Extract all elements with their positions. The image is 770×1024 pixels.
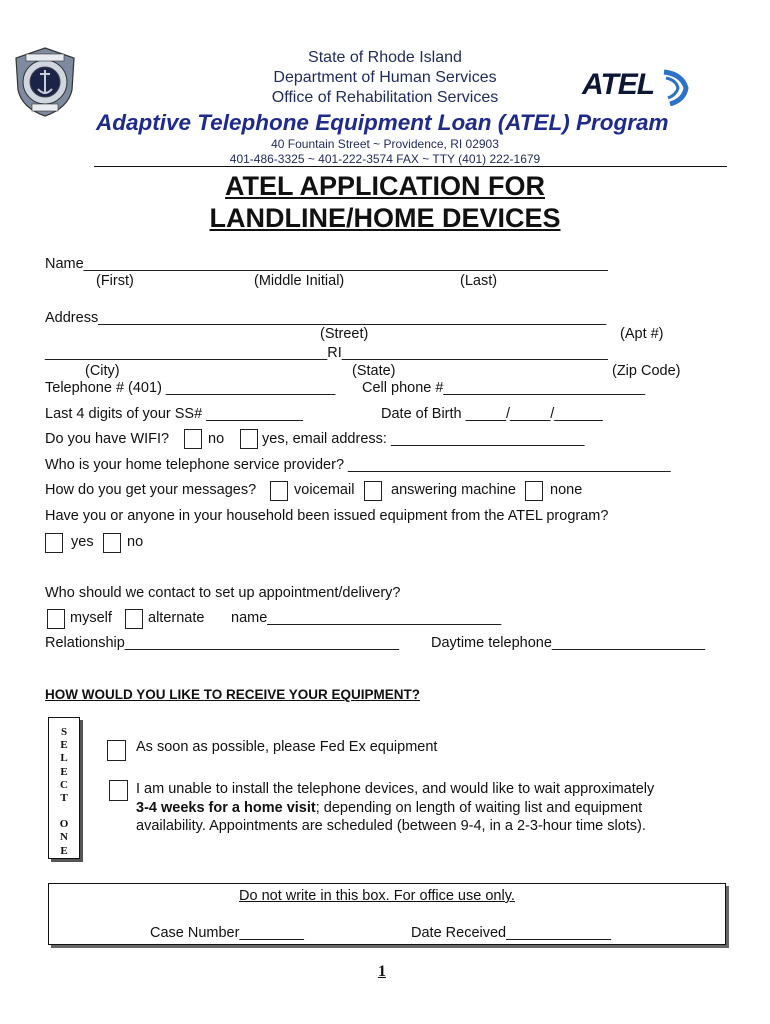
form-title-line2: LANDLINE/HOME DEVICES (209, 203, 561, 233)
issued-question: Have you or anyone in your household been issued equipment from the ATEL program? (45, 508, 609, 524)
messages-none-checkbox[interactable] (525, 481, 543, 501)
contact-myself-checkbox[interactable] (47, 609, 65, 629)
wifi-no-checkbox[interactable] (184, 429, 202, 449)
answering-machine-label: answering machine (391, 482, 516, 498)
contact-alternate-checkbox[interactable] (125, 609, 143, 629)
name-last-label: (Last) (460, 273, 498, 289)
wifi-yes-checkbox[interactable] (240, 429, 258, 449)
select-one-letter: E (60, 765, 68, 778)
option-home-visit-line3: availability. Appointments are scheduled (between 9-4, in a 2-3-hour time slots). (136, 818, 646, 834)
dob-field[interactable]: Date of Birth _____/_____/______ (381, 406, 603, 422)
case-number-field: Case Number________ (150, 925, 304, 941)
program-title: Adaptive Telephone Equipment Loan (ATEL) Program (96, 110, 669, 135)
address-street-label: (Street) (320, 326, 369, 342)
daytime-phone-field[interactable]: Daytime telephone___________________ (431, 635, 706, 651)
city-state-zip-field[interactable]: ___________________________________RI_________________________________ (45, 345, 608, 361)
provider-field[interactable]: Who is your home telephone service provider? ________________________________________ (45, 457, 671, 473)
option-fedex-label: As soon as possible, please Fed Ex equipment (136, 739, 438, 755)
contact-name-field[interactable]: name_____________________________ (231, 610, 502, 626)
select-one-letter (49, 805, 79, 818)
atel-logo (578, 66, 690, 106)
option-home-visit-checkbox[interactable] (109, 780, 128, 801)
equipment-heading: HOW WOULD YOU LIKE TO RECEIVE YOUR EQUIPMENT? (45, 687, 421, 702)
header-divider (94, 166, 727, 167)
wifi-question: Do you have WIFI? (45, 431, 170, 447)
select-one-letter: E (60, 739, 68, 752)
wifi-yes-email-field[interactable]: yes, email address: ________________________ (262, 431, 585, 447)
zip-label: (Zip Code) (612, 363, 681, 379)
select-one-letter: L (60, 752, 68, 765)
issued-no-label: no (127, 534, 144, 550)
contact-myself-label: myself (70, 610, 112, 626)
select-one-letter: N (60, 831, 68, 844)
state-label: (State) (352, 363, 396, 379)
atel-logo-text: ATEL (582, 68, 655, 101)
select-one-letter: O (59, 818, 69, 831)
cell-phone-field[interactable]: Cell phone #_________________________ (362, 380, 646, 396)
header-phones: 401-486-3325 ~ 401-222-3574 FAX ~ TTY (401) 222-1679 (229, 152, 541, 166)
name-field[interactable]: Name_________________________________________________________________ (45, 256, 608, 272)
messages-question: How do you get your messages? (45, 482, 257, 498)
telephone-field[interactable]: Telephone # (401) _____________________ (45, 380, 336, 396)
ss-digits-field[interactable]: Last 4 digits of your SS# ____________ (45, 406, 303, 422)
header-address: 40 Fountain Street ~ Providence, RI 02903 (271, 137, 499, 151)
wifi-no-label: no (208, 431, 225, 447)
header-state: State of Rhode Island (308, 49, 462, 66)
contact-question: Who should we contact to set up appointment/delivery? (45, 585, 401, 601)
option-home-visit-bold: 3-4 weeks for a home visit (136, 800, 316, 816)
relationship-field[interactable]: Relationship__________________________________ (45, 635, 399, 651)
city-label: (City) (85, 363, 120, 379)
voicemail-checkbox[interactable] (270, 481, 288, 501)
address-apt-label: (Apt #) (620, 326, 664, 342)
answering-machine-checkbox[interactable] (364, 481, 382, 501)
option-home-visit-rest: ; depending on length of waiting list and equipment (315, 800, 643, 816)
select-one-letter: S (60, 726, 68, 738)
page-number: 1 (378, 963, 386, 980)
office-use-box (48, 883, 726, 945)
header-office: Office of Rehabilitation Services (271, 89, 499, 106)
office-notice: Do not write in this box. For office use only. (239, 888, 515, 904)
issued-yes-checkbox[interactable] (45, 533, 63, 553)
select-one-box (48, 717, 80, 859)
name-first-label: (First) (96, 273, 134, 289)
select-one-letter: T (60, 792, 68, 805)
address-field[interactable]: Address_______________________________________________________________ (45, 310, 607, 326)
messages-none-label: none (550, 482, 583, 498)
option-fedex-checkbox[interactable] (107, 740, 126, 761)
form-title-line1: ATEL APPLICATION FOR (225, 171, 545, 201)
voicemail-label: voicemail (294, 482, 355, 498)
issued-yes-label: yes (71, 534, 94, 550)
issued-no-checkbox[interactable] (103, 533, 121, 553)
contact-alternate-label: alternate (148, 610, 205, 626)
date-received-field: Date Received_____________ (411, 925, 611, 941)
option-home-visit-line1: I am unable to install the telephone devices, and would like to wait approximately (136, 781, 655, 797)
select-one-letter: C (60, 778, 68, 791)
name-middle-label: (Middle Initial) (254, 273, 345, 289)
option-home-visit-line2 (136, 800, 642, 816)
header-department: Department of Human Services (273, 69, 497, 86)
select-one-letter: E (60, 844, 68, 857)
